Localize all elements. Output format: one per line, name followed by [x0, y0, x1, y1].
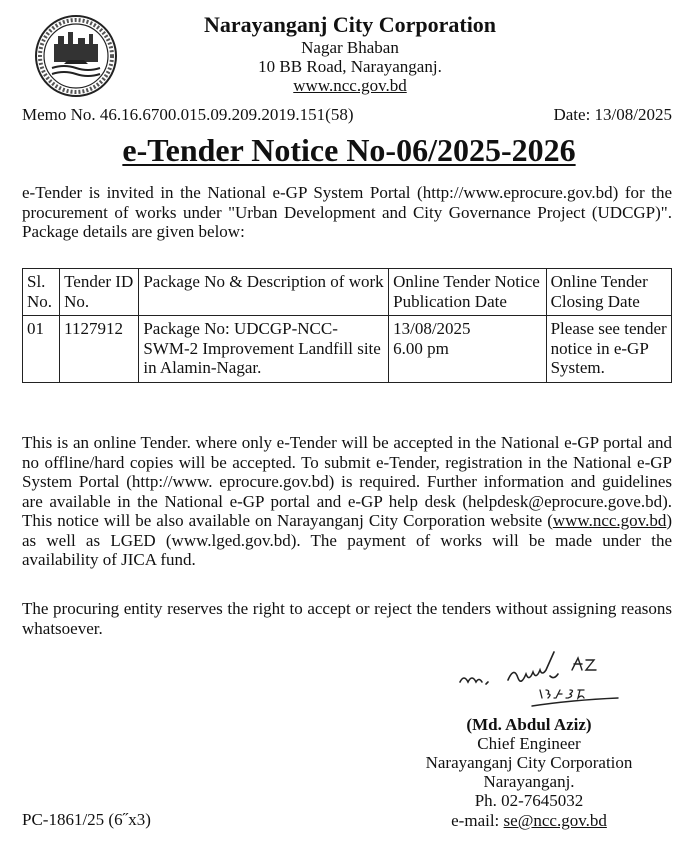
publication-date: 13/08/2025	[393, 319, 471, 338]
ncc-website-link[interactable]: www.ncc.gov.bd	[552, 511, 667, 530]
reservation-paragraph: The procuring entity reserves the right to accept or reject the tenders without assigning reasons whatsoever.	[22, 599, 672, 638]
city-corporation-seal-logo	[34, 14, 118, 98]
col-header-tender-id: Tender ID No.	[60, 269, 139, 316]
col-header-publication-date: Online Tender Notice Publication Date	[389, 269, 546, 316]
notice-title	[0, 128, 698, 172]
cell-tender-id: 1127912	[60, 316, 139, 383]
email-label: e-mail:	[451, 811, 504, 830]
instructions-paragraph	[22, 433, 672, 570]
address-line-2: 10 BB Road, Narayanganj.	[258, 57, 442, 76]
cell-description: Package No: UDCGP-NCC-SWM-2 Improvement Landfill site in Alamin-Nagar.	[139, 316, 389, 383]
instructions-text-part2: ) as well as LGED (www.lged.gov.bd). The payment of works will be made under the availability of JICA fund.	[22, 511, 672, 569]
organization-header	[140, 12, 560, 95]
cell-closing-date: Please see tender notice in e-GP System.	[546, 316, 671, 383]
signatory-designation: Chief Engineer	[477, 734, 581, 753]
signatory-email-link[interactable]: se@ncc.gov.bd	[503, 811, 607, 830]
intro-paragraph: e-Tender is invited in the National e-GP System Portal (http://www.eprocure.gov.bd) for the procurement of works under "Urban Development and City Governance Project (UDCGP)". Package details are given below:	[22, 183, 672, 241]
col-header-closing-date: Online Tender Closing Date	[546, 269, 671, 316]
table-row	[23, 316, 672, 383]
package-table	[22, 268, 672, 383]
signatory-phone: Ph. 02-7645032	[474, 791, 584, 810]
signatory-name: (Md. Abdul Aziz)	[466, 715, 592, 734]
organization-name: Narayanganj City Corporation	[203, 12, 497, 37]
col-header-package: Package No & Description of work	[139, 269, 389, 316]
organization-website-link[interactable]: www.ncc.gov.bd	[293, 76, 407, 95]
col-header-sl: Sl. No.	[23, 269, 60, 316]
memo-number: Memo No. 46.16.6700.015.09.209.2019.151(58)	[22, 105, 354, 124]
table-header-row	[23, 269, 672, 316]
memo-date: Date: 13/08/2025	[553, 105, 672, 124]
instructions-text-part1: This is an online Tender. where only e-Tender will be accepted in the National e-GP portal and no offline/hard copies will be accepted. To submit e-Tender, registration in the National e-GP System Portal (http://www. eprocure.gov.bd) is required. Further information and guidelines are available in the National e-GP portal and e-GP help desk (helpdesk@eprocure.gove.bd). This notice will be also available on Narayanganj City Corporation website (	[22, 433, 672, 530]
pc-reference: PC-1861/25 (6˝x3)	[22, 810, 151, 829]
signatory-city: Narayanganj.	[483, 772, 575, 791]
signatory-block	[400, 715, 658, 810]
cell-publication-date	[389, 316, 546, 383]
signatory-organization: Narayanganj City Corporation	[425, 753, 633, 772]
notice-title-text: e-Tender Notice No-06/2025-2026	[122, 132, 576, 168]
signatory-email-line	[400, 811, 658, 830]
handwritten-signature	[450, 650, 630, 710]
cell-sl: 01	[23, 316, 60, 383]
publication-time: 6.00 pm	[393, 338, 449, 358]
address-line-1: Nagar Bhaban	[301, 38, 399, 57]
